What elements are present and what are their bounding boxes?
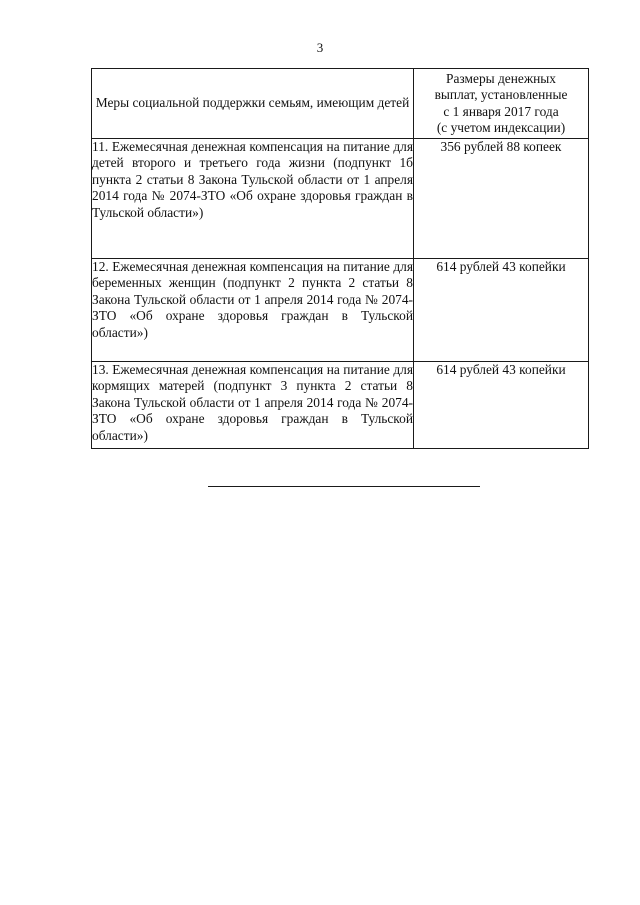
measure-cell: 11. Ежемесячная денежная компенсация на питание для детей второго и третьего года жизни (подпункт 1б пункта 2 статьи 8 Закона Тульской области от 1 апреля 2014 года № 2074-ЗТО «Об охране здоровья граждан в Тульской области») — [92, 139, 414, 259]
header-amounts-line: (с учетом индексации) — [436, 119, 566, 135]
table-row — [92, 362, 589, 449]
header-amounts-line: выплат, установленные — [434, 87, 568, 103]
page-number: 3 — [316, 40, 324, 55]
table-header-row — [92, 69, 589, 139]
header-amounts-line: Размеры денежных — [446, 70, 556, 86]
amount-cell: 614 рублей 43 копейки — [414, 259, 589, 362]
amount-cell: 356 рублей 88 копеек — [414, 139, 589, 259]
amount-cell: 614 рублей 43 копейки — [414, 362, 589, 449]
measure-cell: 13. Ежемесячная денежная компенсация на питание для кормящих матерей (подпункт 3 пункта 2 статьи 8 Закона Тульской области от 1 апреля 2014 года № 2074-ЗТО «Об охране здоровья граждан в Тульской области») — [92, 362, 414, 449]
support-measures-table — [91, 68, 589, 449]
header-amounts-line: с 1 января 2017 года — [443, 103, 559, 119]
table-row — [92, 259, 589, 362]
header-amounts — [414, 69, 589, 139]
closing-divider — [208, 486, 480, 487]
header-measures: Меры социальной поддержки семьям, имеющим детей — [92, 69, 414, 139]
measure-cell: 12. Ежемесячная денежная компенсация на питание для беременных женщин (подпункт 2 пункта 2 статьи 8 Закона Тульской области от 1 апреля 2014 года № 2074-ЗТО «Об охране здоровья граждан в Тульской области») — [92, 259, 414, 362]
table-row — [92, 139, 589, 259]
